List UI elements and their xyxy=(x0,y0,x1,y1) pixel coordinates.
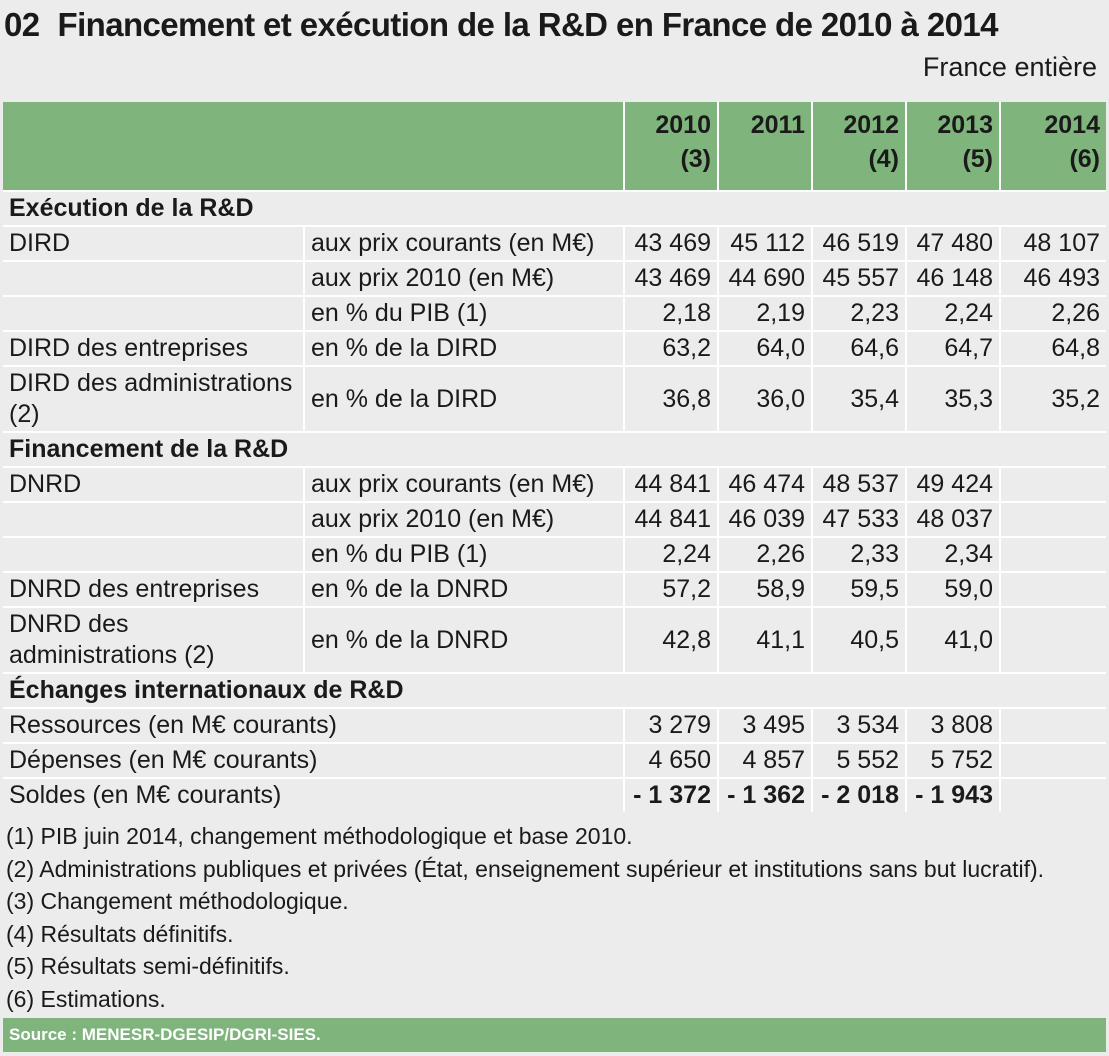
cell-value: 43 469 xyxy=(624,261,718,296)
cell-value: 46 039 xyxy=(718,502,812,537)
row-sublabel: en % de la DIRD xyxy=(304,331,624,366)
section-row xyxy=(3,673,1106,708)
cell-value: 3 808 xyxy=(906,708,1000,743)
header-row xyxy=(3,102,1106,191)
cell-value: 2,24 xyxy=(624,537,718,572)
footnotes xyxy=(6,820,1044,1015)
cell-value: 64,7 xyxy=(906,331,1000,366)
cell-value: 2,33 xyxy=(812,537,906,572)
cell-value: 35,3 xyxy=(906,366,1000,432)
cell-value: 49 424 xyxy=(906,467,1000,502)
table-row xyxy=(3,572,1106,607)
table-row xyxy=(3,778,1106,812)
col-header: 2013 (5) xyxy=(906,102,1000,191)
row-label: Dépenses (en M€ courants) xyxy=(3,743,624,778)
row-sublabel: en % de la DNRD xyxy=(304,607,624,673)
cell-value: 47 533 xyxy=(812,502,906,537)
cell-value xyxy=(1000,537,1106,572)
footnote: (5) Résultats semi-définitifs. xyxy=(6,953,290,979)
section-heading: Exécution de la R&D xyxy=(3,191,1106,226)
cell-value: 36,0 xyxy=(718,366,812,432)
col-header: 2011 xyxy=(718,102,812,191)
cell-value: - 1 372 xyxy=(624,778,718,812)
cell-value: 47 480 xyxy=(906,226,1000,261)
cell-value: 64,8 xyxy=(1000,331,1106,366)
row-label: Ressources (en M€ courants) xyxy=(3,708,624,743)
row-sublabel: en % de la DIRD xyxy=(304,366,624,432)
cell-value: 59,5 xyxy=(812,572,906,607)
rd-table xyxy=(3,102,1106,812)
table-row xyxy=(3,607,1106,673)
table-row xyxy=(3,296,1106,331)
col-header: 2014 (6) xyxy=(1000,102,1106,191)
cell-value: 48 037 xyxy=(906,502,1000,537)
figure-number: 02 xyxy=(4,6,40,43)
cell-value: 58,9 xyxy=(718,572,812,607)
row-label xyxy=(3,296,304,331)
title-text: Financement et exécution de la R&D en France de 2010 à 2014 xyxy=(57,6,998,43)
row-sublabel: aux prix courants (en M€) xyxy=(304,467,624,502)
cell-value xyxy=(1000,778,1106,812)
cell-value: 46 148 xyxy=(906,261,1000,296)
cell-value: 64,6 xyxy=(812,331,906,366)
footnote: (6) Estimations. xyxy=(6,985,166,1012)
row-sublabel: aux prix 2010 (en M€) xyxy=(304,502,624,537)
cell-value: 64,0 xyxy=(718,331,812,366)
row-label xyxy=(3,261,304,296)
cell-value: 5 552 xyxy=(812,743,906,778)
table-row xyxy=(3,261,1106,296)
cell-value: 2,23 xyxy=(812,296,906,331)
cell-value xyxy=(1000,502,1106,537)
table-row xyxy=(3,502,1106,537)
section-row xyxy=(3,432,1106,467)
row-label: DNRD des entreprises xyxy=(3,572,304,607)
cell-value: 2,26 xyxy=(1000,296,1106,331)
table-row xyxy=(3,366,1106,432)
cell-value: - 2 018 xyxy=(812,778,906,812)
row-sublabel: aux prix 2010 (en M€) xyxy=(304,261,624,296)
footnote: (4) Résultats définitifs. xyxy=(6,920,234,947)
cell-value: 57,2 xyxy=(624,572,718,607)
cell-value: 48 537 xyxy=(812,467,906,502)
footnote: (1) PIB juin 2014, changement méthodologique et base 2010. xyxy=(6,823,633,849)
cell-value: 46 493 xyxy=(1000,261,1106,296)
source-line: Source : MENESR-DGESIP/DGRI-SIES. xyxy=(3,1018,1106,1052)
cell-value: 45 112 xyxy=(718,226,812,261)
cell-value: 35,4 xyxy=(812,366,906,432)
cell-value: 43 469 xyxy=(624,226,718,261)
row-label xyxy=(3,502,304,537)
cell-value: 3 279 xyxy=(624,708,718,743)
table-row xyxy=(3,743,1106,778)
cell-value: 44 841 xyxy=(624,467,718,502)
col-header: 2010 (3) xyxy=(624,102,718,191)
cell-value: 2,19 xyxy=(718,296,812,331)
cell-value xyxy=(1000,467,1106,502)
cell-value: - 1 362 xyxy=(718,778,812,812)
row-label xyxy=(3,537,304,572)
row-sublabel: en % de la DNRD xyxy=(304,572,624,607)
cell-value: 46 474 xyxy=(718,467,812,502)
footnote: (2) Administrations publiques et privées (État, enseignement supérieur et institutions sans but lucratif). xyxy=(6,855,1045,882)
cell-value xyxy=(1000,572,1106,607)
cell-value: 41,0 xyxy=(906,607,1000,673)
row-sublabel: en % du PIB (1) xyxy=(304,296,624,331)
cell-value: 42,8 xyxy=(624,607,718,673)
cell-value: 48 107 xyxy=(1000,226,1106,261)
table-row xyxy=(3,708,1106,743)
cell-value: 2,18 xyxy=(624,296,718,331)
cell-value: 46 519 xyxy=(812,226,906,261)
cell-value: 36,8 xyxy=(624,366,718,432)
cell-value: 41,1 xyxy=(718,607,812,673)
subtitle: France entière xyxy=(922,52,1097,82)
row-label: Soldes (en M€ courants) xyxy=(3,778,624,812)
cell-value: 63,2 xyxy=(624,331,718,366)
cell-value: - 1 943 xyxy=(906,778,1000,812)
cell-value xyxy=(1000,607,1106,673)
cell-value: 2,26 xyxy=(718,537,812,572)
cell-value: 5 752 xyxy=(906,743,1000,778)
table-row xyxy=(3,537,1106,572)
cell-value: 45 557 xyxy=(812,261,906,296)
cell-value: 4 857 xyxy=(718,743,812,778)
cell-value: 4 650 xyxy=(624,743,718,778)
row-label: DNRD xyxy=(3,467,304,502)
cell-value: 2,34 xyxy=(906,537,1000,572)
cell-value: 35,2 xyxy=(1000,366,1106,432)
cell-value xyxy=(1000,743,1106,778)
cell-value: 3 495 xyxy=(718,708,812,743)
cell-value: 40,5 xyxy=(812,607,906,673)
cell-value: 44 841 xyxy=(624,502,718,537)
cell-value: 3 534 xyxy=(812,708,906,743)
cell-value: 2,24 xyxy=(906,296,1000,331)
section-heading: Échanges internationaux de R&D xyxy=(3,673,1106,708)
table-row xyxy=(3,331,1106,366)
col-header: 2012 (4) xyxy=(812,102,906,191)
cell-value xyxy=(1000,708,1106,743)
table-row xyxy=(3,467,1106,502)
row-label: DNRD des administrations (2) xyxy=(3,607,304,673)
header-blank xyxy=(3,102,624,191)
table-row xyxy=(3,226,1106,261)
row-label: DIRD des entreprises xyxy=(3,331,304,366)
row-sublabel: en % du PIB (1) xyxy=(304,537,624,572)
footnote: (3) Changement méthodologique. xyxy=(6,888,349,914)
row-label: DIRD des administrations (2) xyxy=(3,366,304,432)
section-heading: Financement de la R&D xyxy=(3,432,1106,467)
page-title xyxy=(4,2,998,48)
row-label: DIRD xyxy=(3,226,304,261)
cell-value: 59,0 xyxy=(906,572,1000,607)
row-sublabel: aux prix courants (en M€) xyxy=(304,226,624,261)
cell-value: 44 690 xyxy=(718,261,812,296)
section-row xyxy=(3,191,1106,226)
